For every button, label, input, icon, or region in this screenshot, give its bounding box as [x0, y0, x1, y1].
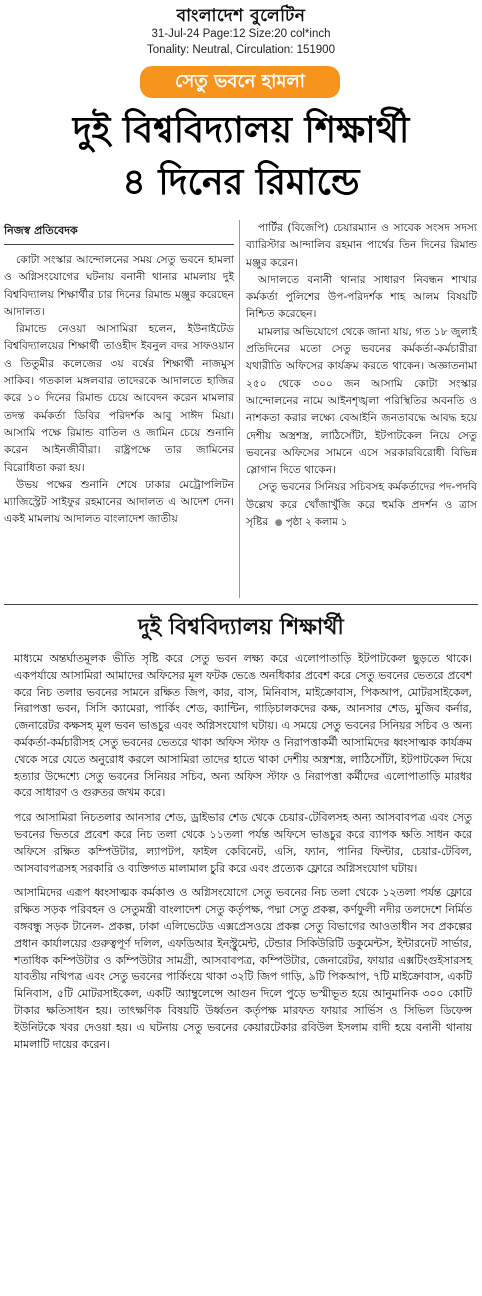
headline-line-2: ৪ দিনের রিমান্ডে	[122, 161, 360, 203]
article-column-left	[4, 252, 234, 529]
continued-on-note	[272, 517, 348, 528]
article-column-right	[246, 220, 477, 532]
clipping-meta-date: 31-Jul-24 Page:12 Size:20 col*inch	[151, 28, 331, 40]
paragraph: পরে আসামিরা নিচতলার আনসার শেড, ড্রাইভার শেড থেকে চেয়ার-টেবিলসহ অন্য আসবাবপত্র এবং সেতু ভবনের ভিতরে প্রবেশ করে নিচ তলা থেকে ১১তলা পর্যন্ত অফিসে ভাঙচুর করে ব্যাপক ক্ষতি সাধন করে অফিসে রক্ষিত কম্পিউটার, ল্যাপটপ, ফাইল কেবিনেট, এসি, ফ্যান, পানির ফিল্টার, চেয়ার-টেবিল, আসবাবপত্রসহ সরকারি ও ব্যক্তিগত মালামাল চুরি করে এবং প্রত্যেক ফ্লোরে অগ্নিসংযোগ ঘটায়।	[14, 811, 472, 875]
paragraph: রিমান্ডে নেওয়া আসামিরা হলেন, ইউনাইটেড বিশ্ববিদ্যালয়ের শিক্ষার্থী তাওহীদ ইবনুল বদর সাফওয়ান ও তিতুমীর কলেজের ৩য় বর্ষের শিক্ষার্থী নাজমুস সাকিব। গতকাল মঙ্গলবার তাদেরকে আদালতে হাজির করে ১০ দিনের রিমান্ড চেয়ে আবেদন করেন মামলার তদন্ত কর্মকর্তা ডিবির পরিদর্শক আবু সাঈদ মিয়া। আসামি পক্ষে রিমান্ড বাতিল ও জামিন চেয়ে শুনানি করেন আইনজীবীরা। রাষ্ট্রপক্ষে তার জামিনের বিরোধিতা করা হয়।	[4, 323, 234, 474]
kicker-banner: সেতু ভবনে হামলা	[140, 66, 340, 98]
byline: নিজস্ব প্রতিবেদক	[4, 224, 78, 237]
paragraph: উভয় পক্ষের শুনানি শেষে ঢাকার মেট্রোপলিটন ম্যাজিস্ট্রেট সাইফুর রহমানের আদালত এ আদেশ দেন। একই মামলায় আদালত বাংলাদেশ জাতীয়	[4, 478, 234, 526]
headline	[0, 104, 482, 208]
bullet-icon: ●	[274, 518, 283, 529]
byline-rule	[4, 244, 234, 245]
paragraph	[246, 479, 477, 532]
headline-line-1: দুই বিশ্ববিদ্যালয় শিক্ষার্থী	[72, 109, 410, 151]
paragraph: কোটা সংস্কার আন্দোলনের সময় সেতু ভবনে হামলা ও অগ্নিসংযোগের ঘটনায় বনানী থানার মামলায় দুই বিশ্ববিদ্যালয় শিক্ষার্থীর চার দিনের রিমান্ড মঞ্জুর করেছেন আদালত।	[4, 254, 234, 318]
continued-on-text: পৃষ্ঠা ২ কলাম ১	[285, 517, 348, 529]
paragraph-text: সেতু ভবনের সিনিয়র সচিবসহ কর্মকর্তাদের পদ-পদবি উল্লেখ করে খোঁজাখুঁজি করে হুমকি প্রদর্শন ও ত্রাস সৃষ্টির	[246, 481, 477, 529]
paragraph: আসামিদের এরূপ ধ্বংসাত্মক কর্মকাণ্ড ও অগ্নিসংযোগে সেতু ভবনের নিচ তলা থেকে ১২তলা পর্যন্ত ফ্লোরে রক্ষিত সড়ক পরিবহন ও সেতুমন্ত্রী বাংলাদেশ সেতু কর্তৃপক্ষ, পদ্মা সেতু প্রকল্প, কর্ণফুলী নদীর তলদেশে নির্মিত বঙ্গবন্ধু সড়ক টানেল- প্রকল্প, ঢাকা এলিভেটেড এক্সপ্রেসওয়ে প্রকল্প সেতু বিভাগের আওতাধীন সব প্রকল্পের প্রধান কার্যালয়ের গুরুত্বপূর্ণ দলিল, এফডিআর ইনস্ট্রুমেন্ট, টেন্ডার সিকিউরিটি ডকুমেন্টস, ইন্টারনেট সার্ভার, শতাধিক কম্পিউটার ও কম্পিউটার সামগ্রী, আসবাবপত্র, কম্পিউটার, জেনারেটর, ফায়ার এক্সটিংগুইসারসহ যাবতীয় নথিপত্র এবং সেতু ভবনের পার্কিংয়ে থাকা ৩২টি জিপ গাড়ি, ৯টি পিকআপ, ৭টি মাইক্রোবাস, একটি মিনিবাস, ৫টি মোটরসাইকেল, একটি অ্যাম্বুলেন্সে আগুন দিলে পুড়ে ভস্মীভূত হয়ে আনুমানিক ৩০০ কোটি টাকার ক্ষতিসাধন হয়। তাৎক্ষণিক বিষয়টি উর্ধ্বতন কর্তৃপক্ষ মারফত ফায়ার সার্ভিস ও সিভিল ডিফেন্স ইউনিটকে খবর দেওয়া হয়। এ ঘটনায় সেতু ভবনের কেয়ারটেকার রবিউল ইসলাম বাদী হয়ে বনানী থানায় মামলাটি দায়ের করেন।	[14, 886, 472, 1051]
continuation-body	[14, 651, 472, 1061]
paragraph: মামলার অভিযোগে থেকে জানা যায়, গত ১৮ জুলাই প্রতিদিনের মতো সেতু ভবনের কর্মকর্তা-কর্মচারীরা যথারীতি অফিসের কার্যক্রম করতে থাকেন। অজ্ঞাতনামা ২৫০ থেকে ৩০০ জন আসামি কোটা সংস্কার আন্দোলনের নামে আইনশৃঙ্খলা পরিস্থিতির অবনতি ও নাশকতা করার লক্ষ্যে বেআইনি জনতাবদ্ধে আবদ্ধ হয়ে দেশীয় অস্ত্রশস্ত্র, লাঠিসোঁটা, ইটপাটকেল নিয়ে সেতু ভবনের অফিসের সামনে এসে সরকারবিরোধী বিভিন্ন স্লোগান দিতে থাকেন।	[246, 325, 477, 477]
paragraph: আদালতে বনানী থানার সাধারণ নিবন্ধন শাখার কর্মকর্তা পুলিশের উপ-পরিদর্শক শাহ আলম বিষয়টি নিশ্চিত করেছেন।	[246, 273, 477, 321]
clipping-meta-tonality: Tonality: Neutral, Circulation: 151900	[147, 44, 335, 56]
masthead: বাংলাদেশ বুলেটিন	[176, 6, 306, 26]
paragraph: পার্টির (বিজেপি) চেয়ারম্যান ও সাবেক সংসদ সদস্য ব্যারিস্টার আন্দালিব রহমান পার্থের তিন দিনের রিমান্ড মঞ্জুর করেন।	[246, 222, 477, 269]
continuation-headline: দুই বিশ্ববিদ্যালয় শিক্ষার্থী	[138, 614, 344, 640]
section-rule	[4, 604, 478, 605]
paragraph: মাধ্যমে অন্তর্ঘাতমূলক ভীতি সৃষ্টি করে সেতু ভবন লক্ষ্য করে এলোপাতাড়ি ইটপাটকেল ছুড়তে থাকে। একপর্যায়ে আসামিরা আমাদের অফিসের মূল ফটক ভেঙে অনধিকার প্রবেশ করে সেতু ভবনের ভেতরে প্রবেশ করে নিচ তলার ভবনের সামনে রক্ষিত জিপ, কার, বাস, মিনিবাস, মাইক্রোবাস, পিকআপ, মোটরসাইকেল, নিরাপত্তা ভবন, সিসি ক্যামেরা, পার্কিং শেড, ক্যান্টিন, গাড়িচালকদের কক্ষ, আনসার শেড, মুজিব কর্নার, জেনারেটর কক্ষসহ মূল ভবন ভাঙচুর এবং অগ্নিসংযোগ ঘটায়। এ সময়ে সেতু ভবনের সিনিয়র সচিব ও অন্য কর্মকর্তা-কর্মচারীসহ সেতু ভবনের ভেতরে থাকা অফিস স্টাফ ও নিরাপত্তাকর্মী আসামিদের ধ্বংসাত্মক কার্যক্রম থেকে সরে যেতে অনুরোধ করলে আসামিরা তাদের হাতে থাকা দেশীয় অস্ত্রশস্ত্র, লাঠিসোঁটা, ইটপাটকেল দিয়ে হত্যার উদ্দেশ্যে সেতু ভবনের সিনিয়র সচিব, অন্য অফিস স্টাফ ও নিরাপত্তা কর্মীদের এলোপাতাড়ি মারধর করে সাধারণ ও গুরুতর জখম করে।	[14, 652, 472, 800]
column-divider	[239, 220, 240, 598]
